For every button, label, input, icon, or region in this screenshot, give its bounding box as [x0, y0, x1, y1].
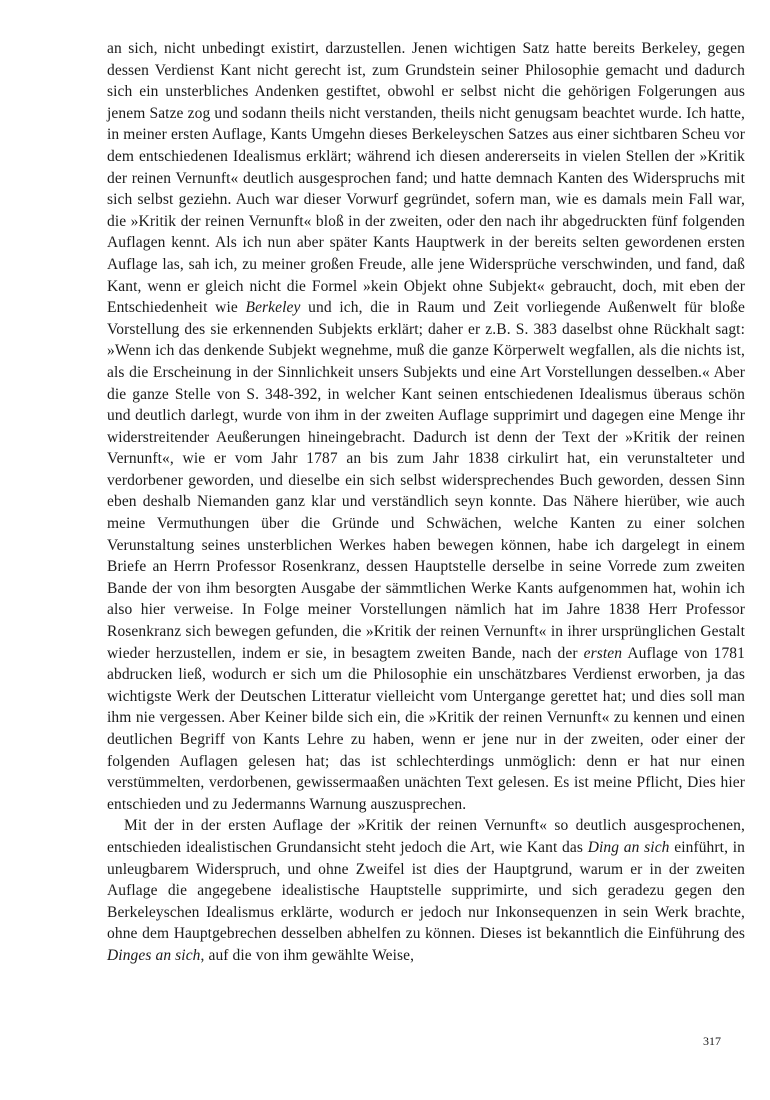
text-segment-italic: Dinges an sich — [107, 946, 201, 964]
text-segment-italic: ersten — [583, 644, 623, 662]
text-segment-italic: Ding an sich — [587, 838, 670, 856]
text-segment: an sich, nicht unbedingt existirt, darzustellen. Jenen wichtigen Satz hatte bereits Berkeley, gegen dessen Verdienst Kant nicht gerecht ist, zum Grundstein seiner Philosophie gemacht und dadurch sich ein unsterbliches Andenken gestiftet, obwohl er selbst nicht die gehörigen Folgerungen aus jenem Satze zog und sodann theils nicht verstanden, theils nicht genugsam beachtet wurde. Ich hatte, in meiner ersten Auflage, Kants Umgehn dieses Berkeleyschen Satzes aus einer sichtbaren Scheu vor dem entschiedenen Idealismus erklärt; während ich diesen andererseits in vielen Stellen der »Kritik der reinen Vernunft« deutlich ausgesprochen fand; und hatte demnach Kanten des Widerspruchs mit sich selbst geziehn. Auch war dieser Vorwurf gegründet, sofern man, wie es damals mein Fall war, die »Kritik der reinen Vernunft« bloß in der zweiten, oder den nach ihr abgedruckten fünf folgenden Auflagen kennt. Als ich nun aber später Kants Hauptwerk in der bereits selten gewordenen ersten Auflage las, sah ich, zu meiner großen Freude, alle jene Widersprüche verschwinden, und fand, daß Kant, wenn er gleich nicht die Formel »kein Objekt ohne Subjekt« gebraucht, doch, mit eben der Entschiedenheit wie — [107, 40, 745, 317]
page-text-block — [107, 38, 745, 967]
text-segment-italic: Berkeley — [245, 299, 301, 317]
paragraph-2 — [107, 815, 745, 966]
text-segment: einführt, in unleugbarem Widerspruch, und ohne Zweifel ist dies der Hauptgrund, warum er in der zweiten Auflage die angegebene idealistische Hauptstelle supprimirte, und sich geradezu gegen den Berkeleyschen Idealismus erklärte, wodurch er jedoch nur Inkonsequenzen in sein Werk brachte, ohne dem Hauptgebrechen desselben abhelfen zu können. Dieses ist bekanntlich die Einführung des — [107, 838, 745, 943]
page-number: 317 — [703, 1034, 721, 1048]
text-segment: , auf die von ihm gewählte Weise, — [200, 946, 415, 964]
text-segment: Mit der in der ersten Auflage der »Kritik der reinen Vernunft« so deutlich ausgesprochenen, entschieden idealistischen Grundansicht steht jedoch die Art, wie Kant das — [107, 817, 745, 856]
paragraph-1 — [107, 38, 745, 815]
text-segment: und ich, die in Raum und Zeit vorliegende Außenwelt für bloße Vorstellung des sie erkennenden Subjekts erklärt; daher er z.B. S. 383 daselbst ohne Rückhalt sagt: »Wenn ich das denkende Subjekt wegnehme, muß die ganze Körperwelt wegfallen, als die nichts ist, als die Erscheinung in der Sinnlichkeit unsers Subjekts und eine Art Vorstellungen desselben.« Aber die ganze Stelle von S. 348-392, in welcher Kant seinen entschiedenen Idealismus überaus schön und deutlich darlegt, wurde von ihm in der zweiten Auflage supprimirt und dagegen eine Menge ihr widerstreitender Aeußerungen hineingebracht. Dadurch ist denn der Text der »Kritik der reinen Vernunft«, wie er vom Jahr 1787 an bis zum Jahr 1838 cirkulirt hat, ein verunstalteter und verdorbener geworden, und dieselbe ein sich selbst widersprechendes Buch geworden, dessen Sinn eben deshalb Niemanden ganz klar und verständlich seyn konnte. Das Nähere hierüber, wie auch meine Vermuthungen über die Gründe und Schwächen, welche Kanten zu einer solchen Verunstaltung seines unsterblichen Werkes haben bewegen können, habe ich dargelegt in einem Briefe an Herrn Professor Rosenkranz, dessen Hauptstelle derselbe in seine Vorrede zum zweiten Bande der von ihm besorgten Ausgabe der sämmtlichen Werke Kants aufgenommen hat, wohin ich also hier verweise. In Folge meiner Vorstellungen nämlich hat im Jahre 1838 Herr Professor Rosenkranz sich bewegen gefunden, die »Kritik der reinen Vernunft« in ihrer ursprünglichen Gestalt wieder herzustellen, indem er sie, in besagtem zweiten Bande, nach der — [107, 299, 745, 662]
text-segment: Auflage von 1781 abdrucken ließ, wodurch er sich um die Philosophie ein unschätzbares Verdienst erworben, ja das wichtigste Werk der Deutschen Litteratur vielleicht vom Untergange gerettet hat; und dies soll man ihm nie vergessen. Aber Keiner bilde sich ein, die »Kritik der reinen Vernunft« zu kennen und einen deutlichen Begriff von Kants Lehre zu haben, wenn er jene nur in der zweiten, oder einer der folgenden Auflagen gelesen hat; das ist schlechterdings unmöglich: denn er hat nur einen verstümmelten, verdorbenen, gewissermaaßen unächten Text gelesen. Es ist meine Pflicht, Dies hier entschieden und zu Jedermanns Warnung auszusprechen. — [107, 644, 746, 813]
